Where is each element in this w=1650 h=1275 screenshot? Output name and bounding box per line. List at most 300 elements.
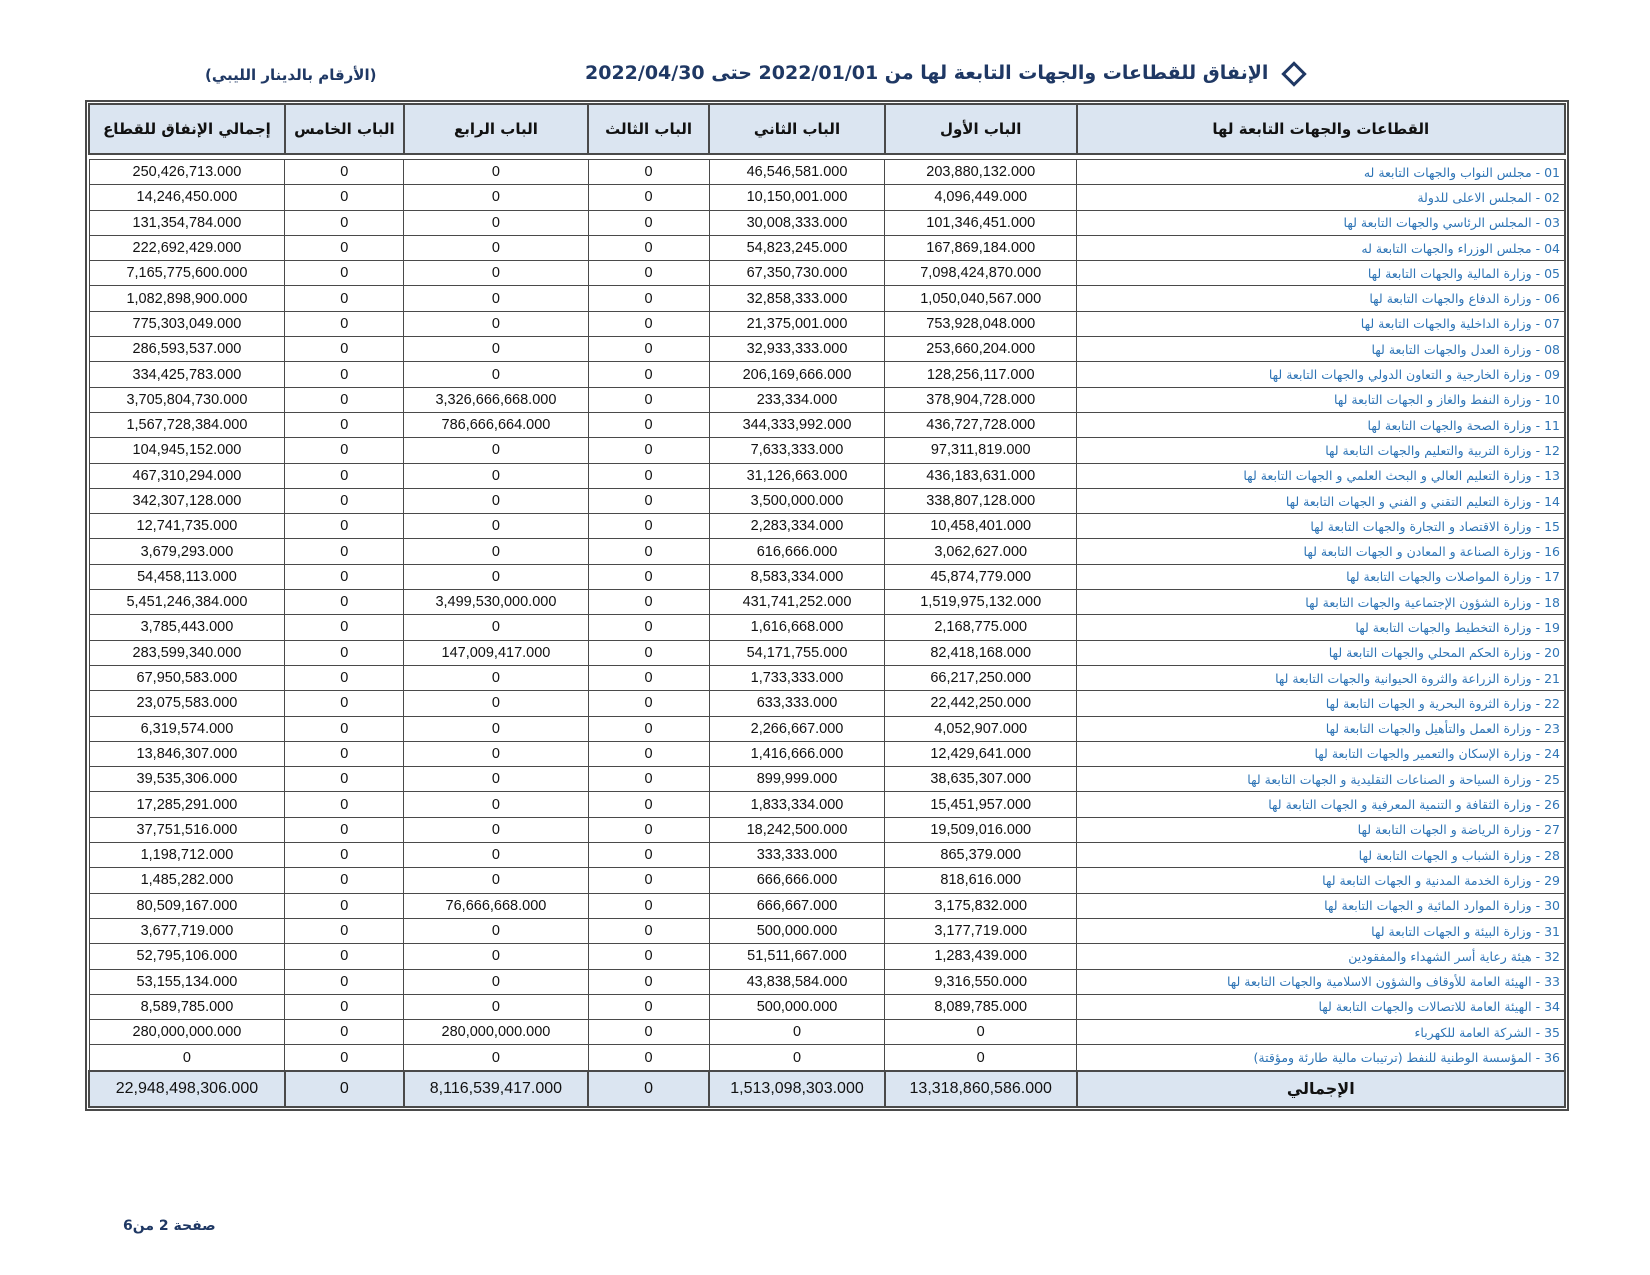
- table-row: [89, 792, 1565, 817]
- amount-cell: 0: [588, 665, 709, 690]
- amount-cell: 0: [404, 261, 588, 286]
- sector-name-cell[interactable]: 27 - وزارة الرياضة و الجهات التابعة لها: [1077, 817, 1565, 842]
- amount-cell: 0: [285, 640, 404, 665]
- amount-cell: 0: [588, 362, 709, 387]
- table-row: [89, 564, 1565, 589]
- amount-cell: 8,589,785.000: [89, 994, 285, 1019]
- amount-cell: 21,375,001.000: [709, 311, 885, 336]
- total-amount-cell: 22,948,498,306.000: [89, 1071, 285, 1107]
- amount-cell: 666,667.000: [709, 893, 885, 918]
- amount-cell: 31,126,663.000: [709, 463, 885, 488]
- amount-cell: 0: [709, 1020, 885, 1045]
- amount-cell: 286,593,537.000: [89, 337, 285, 362]
- amount-cell: 0: [285, 514, 404, 539]
- amount-cell: 0: [404, 665, 588, 690]
- amount-cell: 0: [285, 590, 404, 615]
- amount-cell: 0: [285, 665, 404, 690]
- amount-cell: 0: [588, 488, 709, 513]
- amount-cell: 4,096,449.000: [885, 185, 1077, 210]
- amount-cell: 0: [285, 1020, 404, 1045]
- amount-cell: 0: [404, 337, 588, 362]
- amount-cell: 0: [285, 767, 404, 792]
- amount-cell: 1,283,439.000: [885, 944, 1077, 969]
- sector-name-cell[interactable]: 07 - وزارة الداخلية والجهات التابعة لها: [1077, 311, 1565, 336]
- amount-cell: 0: [588, 564, 709, 589]
- amount-cell: 0: [404, 311, 588, 336]
- table-row: [89, 918, 1565, 943]
- amount-cell: 0: [588, 1045, 709, 1071]
- table-row: [89, 210, 1565, 235]
- amount-cell: 0: [285, 210, 404, 235]
- amount-cell: 76,666,668.000: [404, 893, 588, 918]
- sector-name-cell[interactable]: 01 - مجلس النواب والجهات التابعة له: [1077, 160, 1565, 185]
- table-row: [89, 539, 1565, 564]
- amount-cell: 0: [588, 741, 709, 766]
- table-row: [89, 615, 1565, 640]
- amount-cell: 0: [285, 817, 404, 842]
- table-row: [89, 868, 1565, 893]
- amount-cell: 0: [404, 235, 588, 260]
- amount-cell: 0: [285, 488, 404, 513]
- table-row: [89, 286, 1565, 311]
- amount-cell: 12,741,735.000: [89, 514, 285, 539]
- amount-cell: 0: [404, 716, 588, 741]
- amount-cell: 250,426,713.000: [89, 160, 285, 185]
- amount-cell: 0: [588, 868, 709, 893]
- sector-name-cell[interactable]: 20 - وزارة الحكم المحلي والجهات التابعة لها: [1077, 640, 1565, 665]
- amount-cell: 14,246,450.000: [89, 185, 285, 210]
- page-title: [585, 62, 1303, 84]
- amount-cell: 67,350,730.000: [709, 261, 885, 286]
- amount-cell: 97,311,819.000: [885, 438, 1077, 463]
- amount-cell: 15,451,957.000: [885, 792, 1077, 817]
- amount-cell: 0: [588, 185, 709, 210]
- amount-cell: 9,316,550.000: [885, 969, 1077, 994]
- amount-cell: 280,000,000.000: [89, 1020, 285, 1045]
- amount-cell: 3,677,719.000: [89, 918, 285, 943]
- amount-cell: 0: [285, 792, 404, 817]
- amount-cell: 0: [588, 337, 709, 362]
- table-header-row: [89, 104, 1565, 154]
- amount-cell: 0: [404, 160, 588, 185]
- amount-cell: 500,000.000: [709, 994, 885, 1019]
- sector-name-cell[interactable]: 35 - الشركة العامة للكهرباء: [1077, 1020, 1565, 1045]
- sector-name-cell[interactable]: 02 - المجلس الاعلى للدولة: [1077, 185, 1565, 210]
- sector-name-cell[interactable]: 23 - وزارة العمل والتأهيل والجهات التابعة لها: [1077, 716, 1565, 741]
- table-row: [89, 514, 1565, 539]
- sector-name-cell[interactable]: 34 - الهيئة العامة للاتصالات والجهات التابعة لها: [1077, 994, 1565, 1019]
- column-header: الباب الأول: [885, 104, 1077, 154]
- amount-cell: 0: [404, 1045, 588, 1071]
- amount-cell: 101,346,451.000: [885, 210, 1077, 235]
- sector-name-cell[interactable]: 21 - وزارة الزراعة والثروة الحيوانية والجهات التابعة لها: [1077, 665, 1565, 690]
- amount-cell: 17,285,291.000: [89, 792, 285, 817]
- sector-name-cell[interactable]: 11 - وزارة الصحة والجهات التابعة لها: [1077, 412, 1565, 437]
- sector-name-cell[interactable]: 19 - وزارة التخطيط والجهات التابعة لها: [1077, 615, 1565, 640]
- amount-cell: 37,751,516.000: [89, 817, 285, 842]
- amount-cell: 3,062,627.000: [885, 539, 1077, 564]
- amount-cell: 338,807,128.000: [885, 488, 1077, 513]
- sector-name-cell[interactable]: 16 - وزارة الصناعة و المعادن و الجهات التابعة لها: [1077, 539, 1565, 564]
- table-row: [89, 716, 1565, 741]
- amount-cell: 52,795,106.000: [89, 944, 285, 969]
- amount-cell: 66,217,250.000: [885, 665, 1077, 690]
- amount-cell: 0: [404, 792, 588, 817]
- amount-cell: 147,009,417.000: [404, 640, 588, 665]
- amount-cell: 222,692,429.000: [89, 235, 285, 260]
- table-row: [89, 767, 1565, 792]
- column-header: الباب الرابع: [404, 104, 588, 154]
- sector-name-cell[interactable]: 29 - وزارة الخدمة المدنية و الجهات التابعة لها: [1077, 868, 1565, 893]
- sector-name-cell[interactable]: 03 - المجلس الرئاسي والجهات التابعة لها: [1077, 210, 1565, 235]
- amount-cell: 0: [588, 311, 709, 336]
- amount-cell: 22,442,250.000: [885, 691, 1077, 716]
- amount-cell: 43,838,584.000: [709, 969, 885, 994]
- amount-cell: 0: [404, 514, 588, 539]
- amount-cell: 0: [404, 767, 588, 792]
- amount-cell: 334,425,783.000: [89, 362, 285, 387]
- amount-cell: 0: [588, 640, 709, 665]
- sector-name-cell[interactable]: 26 - وزارة الثقافة و التنمية المعرفية و الجهات التابعة لها: [1077, 792, 1565, 817]
- amount-cell: 0: [285, 286, 404, 311]
- table-row: [89, 337, 1565, 362]
- title-text: الإنفاق للقطاعات والجهات التابعة لها من 2022/01/01 حتى 2022/04/30: [585, 62, 1269, 84]
- amount-cell: 0: [285, 235, 404, 260]
- sector-name-cell[interactable]: 25 - وزارة السياحة و الصناعات التقليدية و الجهات التابعة لها: [1077, 767, 1565, 792]
- table-row: [89, 412, 1565, 437]
- amount-cell: 0: [404, 843, 588, 868]
- amount-cell: 0: [285, 1045, 404, 1071]
- amount-cell: 0: [285, 337, 404, 362]
- sector-name-cell[interactable]: 36 - المؤسسة الوطنية للنفط (ترتيبات مالية طارئة ومؤقتة): [1077, 1045, 1565, 1071]
- amount-cell: 0: [588, 235, 709, 260]
- amount-cell: 0: [285, 412, 404, 437]
- table-row: [89, 843, 1565, 868]
- amount-cell: 82,418,168.000: [885, 640, 1077, 665]
- amount-cell: 0: [588, 387, 709, 412]
- sector-name-cell[interactable]: 30 - وزارة الموارد المائية و الجهات التابعة لها: [1077, 893, 1565, 918]
- amount-cell: 8,089,785.000: [885, 994, 1077, 1019]
- amount-cell: 0: [285, 564, 404, 589]
- amount-cell: 0: [285, 691, 404, 716]
- amount-cell: 1,733,333.000: [709, 665, 885, 690]
- amount-cell: 500,000.000: [709, 918, 885, 943]
- table-row: [89, 362, 1565, 387]
- sector-name-cell[interactable]: 05 - وزارة المالية والجهات التابعة لها: [1077, 261, 1565, 286]
- amount-cell: 2,283,334.000: [709, 514, 885, 539]
- amount-cell: 0: [404, 185, 588, 210]
- column-header: القطاعات والجهات التابعة لها: [1077, 104, 1565, 154]
- amount-cell: 7,165,775,600.000: [89, 261, 285, 286]
- amount-cell: 0: [588, 286, 709, 311]
- amount-cell: 899,999.000: [709, 767, 885, 792]
- amount-cell: 0: [285, 868, 404, 893]
- amount-cell: 3,499,530,000.000: [404, 590, 588, 615]
- table-row: [89, 160, 1565, 185]
- table-row: [89, 261, 1565, 286]
- amount-cell: 775,303,049.000: [89, 311, 285, 336]
- total-amount-cell: 8,116,539,417.000: [404, 1071, 588, 1107]
- amount-cell: 0: [588, 160, 709, 185]
- amount-cell: 51,511,667.000: [709, 944, 885, 969]
- amount-cell: 436,727,728.000: [885, 412, 1077, 437]
- table-row: [89, 994, 1565, 1019]
- amount-cell: 786,666,664.000: [404, 412, 588, 437]
- amount-cell: 0: [404, 741, 588, 766]
- amount-cell: 0: [588, 1020, 709, 1045]
- amount-cell: 0: [285, 716, 404, 741]
- amount-cell: 0: [285, 893, 404, 918]
- amount-cell: 0: [404, 362, 588, 387]
- amount-cell: 5,451,246,384.000: [89, 590, 285, 615]
- spending-table: [88, 103, 1566, 1108]
- amount-cell: 10,458,401.000: [885, 514, 1077, 539]
- amount-cell: 0: [588, 514, 709, 539]
- currency-unit-note: (الأرقام بالدينار الليبي): [205, 66, 377, 84]
- sector-name-cell[interactable]: 33 - الهيئة العامة للأوقاف والشؤون الاسلامية والجهات التابعة لها: [1077, 969, 1565, 994]
- amount-cell: 1,050,040,567.000: [885, 286, 1077, 311]
- amount-cell: 53,155,134.000: [89, 969, 285, 994]
- title-row: [85, 60, 1569, 96]
- amount-cell: 0: [285, 387, 404, 412]
- amount-cell: 0: [404, 994, 588, 1019]
- amount-cell: 0: [89, 1045, 285, 1071]
- amount-cell: 753,928,048.000: [885, 311, 1077, 336]
- amount-cell: 0: [285, 969, 404, 994]
- amount-cell: 1,833,334.000: [709, 792, 885, 817]
- total-label-cell: الإجمالي: [1077, 1071, 1565, 1107]
- table-row: [89, 387, 1565, 412]
- diamond-bullet-icon: [1281, 61, 1306, 86]
- table-row: [89, 590, 1565, 615]
- amount-cell: 0: [588, 539, 709, 564]
- amount-cell: 0: [404, 944, 588, 969]
- amount-cell: 10,150,001.000: [709, 185, 885, 210]
- amount-cell: 0: [404, 286, 588, 311]
- amount-cell: 3,679,293.000: [89, 539, 285, 564]
- sector-name-cell[interactable]: 14 - وزارة التعليم التقني و الفني و الجهات التابعة لها: [1077, 488, 1565, 513]
- amount-cell: 104,945,152.000: [89, 438, 285, 463]
- amount-cell: 0: [285, 438, 404, 463]
- table-row: [89, 817, 1565, 842]
- table-row: [89, 893, 1565, 918]
- sector-name-cell[interactable]: 04 - مجلس الوزراء والجهات التابعة له: [1077, 235, 1565, 260]
- sector-name-cell[interactable]: 13 - وزارة التعليم العالي و البحث العلمي و الجهات التابعة لها: [1077, 463, 1565, 488]
- amount-cell: 0: [885, 1020, 1077, 1045]
- amount-cell: 0: [285, 539, 404, 564]
- amount-cell: 30,008,333.000: [709, 210, 885, 235]
- amount-cell: 436,183,631.000: [885, 463, 1077, 488]
- amount-cell: 0: [404, 691, 588, 716]
- amount-cell: 1,416,666.000: [709, 741, 885, 766]
- sector-name-cell[interactable]: 18 - وزارة الشؤون الإجتماعية والجهات التابعة لها: [1077, 590, 1565, 615]
- table-row: [89, 969, 1565, 994]
- amount-cell: 0: [588, 716, 709, 741]
- amount-cell: 0: [404, 918, 588, 943]
- table-row: [89, 944, 1565, 969]
- amount-cell: 0: [285, 311, 404, 336]
- amount-cell: 0: [285, 160, 404, 185]
- amount-cell: 1,198,712.000: [89, 843, 285, 868]
- amount-cell: 13,846,307.000: [89, 741, 285, 766]
- sector-name-cell[interactable]: 10 - وزارة النفط والغاز و الجهات التابعة لها: [1077, 387, 1565, 412]
- amount-cell: 1,519,975,132.000: [885, 590, 1077, 615]
- amount-cell: 253,660,204.000: [885, 337, 1077, 362]
- amount-cell: 0: [285, 463, 404, 488]
- amount-cell: 4,052,907.000: [885, 716, 1077, 741]
- sector-name-cell[interactable]: 22 - وزارة الثروة البحرية و الجهات التابعة لها: [1077, 691, 1565, 716]
- amount-cell: 7,098,424,870.000: [885, 261, 1077, 286]
- amount-cell: 233,334.000: [709, 387, 885, 412]
- amount-cell: 0: [285, 615, 404, 640]
- amount-cell: 467,310,294.000: [89, 463, 285, 488]
- amount-cell: 3,785,443.000: [89, 615, 285, 640]
- amount-cell: 0: [285, 994, 404, 1019]
- amount-cell: 54,171,755.000: [709, 640, 885, 665]
- amount-cell: 1,082,898,900.000: [89, 286, 285, 311]
- amount-cell: 0: [588, 994, 709, 1019]
- amount-cell: 3,175,832.000: [885, 893, 1077, 918]
- amount-cell: 3,326,666,668.000: [404, 387, 588, 412]
- amount-cell: 19,509,016.000: [885, 817, 1077, 842]
- table-row: [89, 640, 1565, 665]
- amount-cell: 0: [285, 261, 404, 286]
- table-row: [89, 691, 1565, 716]
- table-row: [89, 488, 1565, 513]
- amount-cell: 0: [588, 792, 709, 817]
- total-amount-cell: 0: [588, 1071, 709, 1107]
- column-header: الباب الخامس: [285, 104, 404, 154]
- table-header: [89, 104, 1565, 154]
- amount-cell: 865,379.000: [885, 843, 1077, 868]
- table-row: [89, 665, 1565, 690]
- amount-cell: 32,858,333.000: [709, 286, 885, 311]
- amount-cell: 0: [588, 210, 709, 235]
- amount-cell: 818,616.000: [885, 868, 1077, 893]
- amount-cell: 0: [404, 539, 588, 564]
- amount-cell: 203,880,132.000: [885, 160, 1077, 185]
- sector-name-cell[interactable]: 31 - وزارة البيئة و الجهات التابعة لها: [1077, 918, 1565, 943]
- amount-cell: 80,509,167.000: [89, 893, 285, 918]
- column-header: الباب الثاني: [709, 104, 885, 154]
- amount-cell: 0: [588, 438, 709, 463]
- amount-cell: 2,168,775.000: [885, 615, 1077, 640]
- amount-cell: 0: [588, 969, 709, 994]
- amount-cell: 431,741,252.000: [709, 590, 885, 615]
- amount-cell: 3,705,804,730.000: [89, 387, 285, 412]
- table-row: [89, 311, 1565, 336]
- amount-cell: 342,307,128.000: [89, 488, 285, 513]
- amount-cell: 206,169,666.000: [709, 362, 885, 387]
- amount-cell: 0: [404, 564, 588, 589]
- amount-cell: 39,535,306.000: [89, 767, 285, 792]
- amount-cell: 54,823,245.000: [709, 235, 885, 260]
- amount-cell: 0: [404, 615, 588, 640]
- amount-cell: 3,177,719.000: [885, 918, 1077, 943]
- amount-cell: 167,869,184.000: [885, 235, 1077, 260]
- total-amount-cell: 1,513,098,303.000: [709, 1071, 885, 1107]
- sector-name-cell[interactable]: 08 - وزارة العدل والجهات التابعة لها: [1077, 337, 1565, 362]
- amount-cell: 0: [588, 817, 709, 842]
- table-row: [89, 185, 1565, 210]
- amount-cell: 0: [588, 767, 709, 792]
- amount-cell: 12,429,641.000: [885, 741, 1077, 766]
- amount-cell: 0: [588, 843, 709, 868]
- amount-cell: 0: [404, 969, 588, 994]
- amount-cell: 0: [285, 843, 404, 868]
- amount-cell: 54,458,113.000: [89, 564, 285, 589]
- table-row: [89, 235, 1565, 260]
- amount-cell: 0: [709, 1045, 885, 1071]
- table-row: [89, 1020, 1565, 1045]
- total-amount-cell: 0: [285, 1071, 404, 1107]
- amount-cell: 45,874,779.000: [885, 564, 1077, 589]
- sector-name-cell[interactable]: 09 - وزارة الخارجية و التعاون الدولي والجهات التابعة لها: [1077, 362, 1565, 387]
- amount-cell: 8,583,334.000: [709, 564, 885, 589]
- table-row: [89, 463, 1565, 488]
- amount-cell: 633,333.000: [709, 691, 885, 716]
- sector-name-cell[interactable]: 24 - وزارة الإسكان والتعمير والجهات التابعة لها: [1077, 741, 1565, 766]
- amount-cell: 128,256,117.000: [885, 362, 1077, 387]
- column-header: إجمالي الإنفاق للقطاع: [89, 104, 285, 154]
- amount-cell: 38,635,307.000: [885, 767, 1077, 792]
- amount-cell: 0: [588, 893, 709, 918]
- amount-cell: 6,319,574.000: [89, 716, 285, 741]
- amount-cell: 18,242,500.000: [709, 817, 885, 842]
- amount-cell: 2,266,667.000: [709, 716, 885, 741]
- sector-name-cell[interactable]: 15 - وزارة الاقتصاد و التجارة والجهات التابعة لها: [1077, 514, 1565, 539]
- table-row: [89, 438, 1565, 463]
- sector-name-cell[interactable]: 06 - وزارة الدفاع والجهات التابعة لها: [1077, 286, 1565, 311]
- amount-cell: 344,333,992.000: [709, 412, 885, 437]
- sector-name-cell[interactable]: 12 - وزارة التربية والتعليم والجهات التابعة لها: [1077, 438, 1565, 463]
- amount-cell: 1,567,728,384.000: [89, 412, 285, 437]
- amount-cell: 0: [588, 590, 709, 615]
- amount-cell: 0: [588, 691, 709, 716]
- amount-cell: 0: [285, 362, 404, 387]
- amount-cell: 23,075,583.000: [89, 691, 285, 716]
- sector-name-cell[interactable]: 17 - وزارة المواصلات والجهات التابعة لها: [1077, 564, 1565, 589]
- table-row: [89, 741, 1565, 766]
- amount-cell: 0: [404, 868, 588, 893]
- amount-cell: 283,599,340.000: [89, 640, 285, 665]
- amount-cell: 666,666.000: [709, 868, 885, 893]
- amount-cell: 67,950,583.000: [89, 665, 285, 690]
- amount-cell: 32,933,333.000: [709, 337, 885, 362]
- sector-name-cell[interactable]: 28 - وزارة الشباب و الجهات التابعة لها: [1077, 843, 1565, 868]
- amount-cell: 0: [404, 488, 588, 513]
- sector-name-cell[interactable]: 32 - هيئة رعاية أسر الشهداء والمفقودين: [1077, 944, 1565, 969]
- amount-cell: 0: [285, 741, 404, 766]
- amount-cell: 0: [285, 185, 404, 210]
- spending-table-frame: [85, 100, 1569, 1111]
- amount-cell: 0: [588, 463, 709, 488]
- amount-cell: 0: [885, 1045, 1077, 1071]
- column-header: الباب الثالث: [588, 104, 709, 154]
- amount-cell: 0: [404, 210, 588, 235]
- amount-cell: 0: [404, 438, 588, 463]
- total-row: [89, 1071, 1565, 1107]
- amount-cell: 280,000,000.000: [404, 1020, 588, 1045]
- table-body: [89, 154, 1565, 1107]
- amount-cell: 7,633,333.000: [709, 438, 885, 463]
- amount-cell: 0: [588, 615, 709, 640]
- amount-cell: 0: [588, 412, 709, 437]
- amount-cell: 333,333.000: [709, 843, 885, 868]
- amount-cell: 0: [404, 817, 588, 842]
- amount-cell: 616,666.000: [709, 539, 885, 564]
- amount-cell: 1,616,668.000: [709, 615, 885, 640]
